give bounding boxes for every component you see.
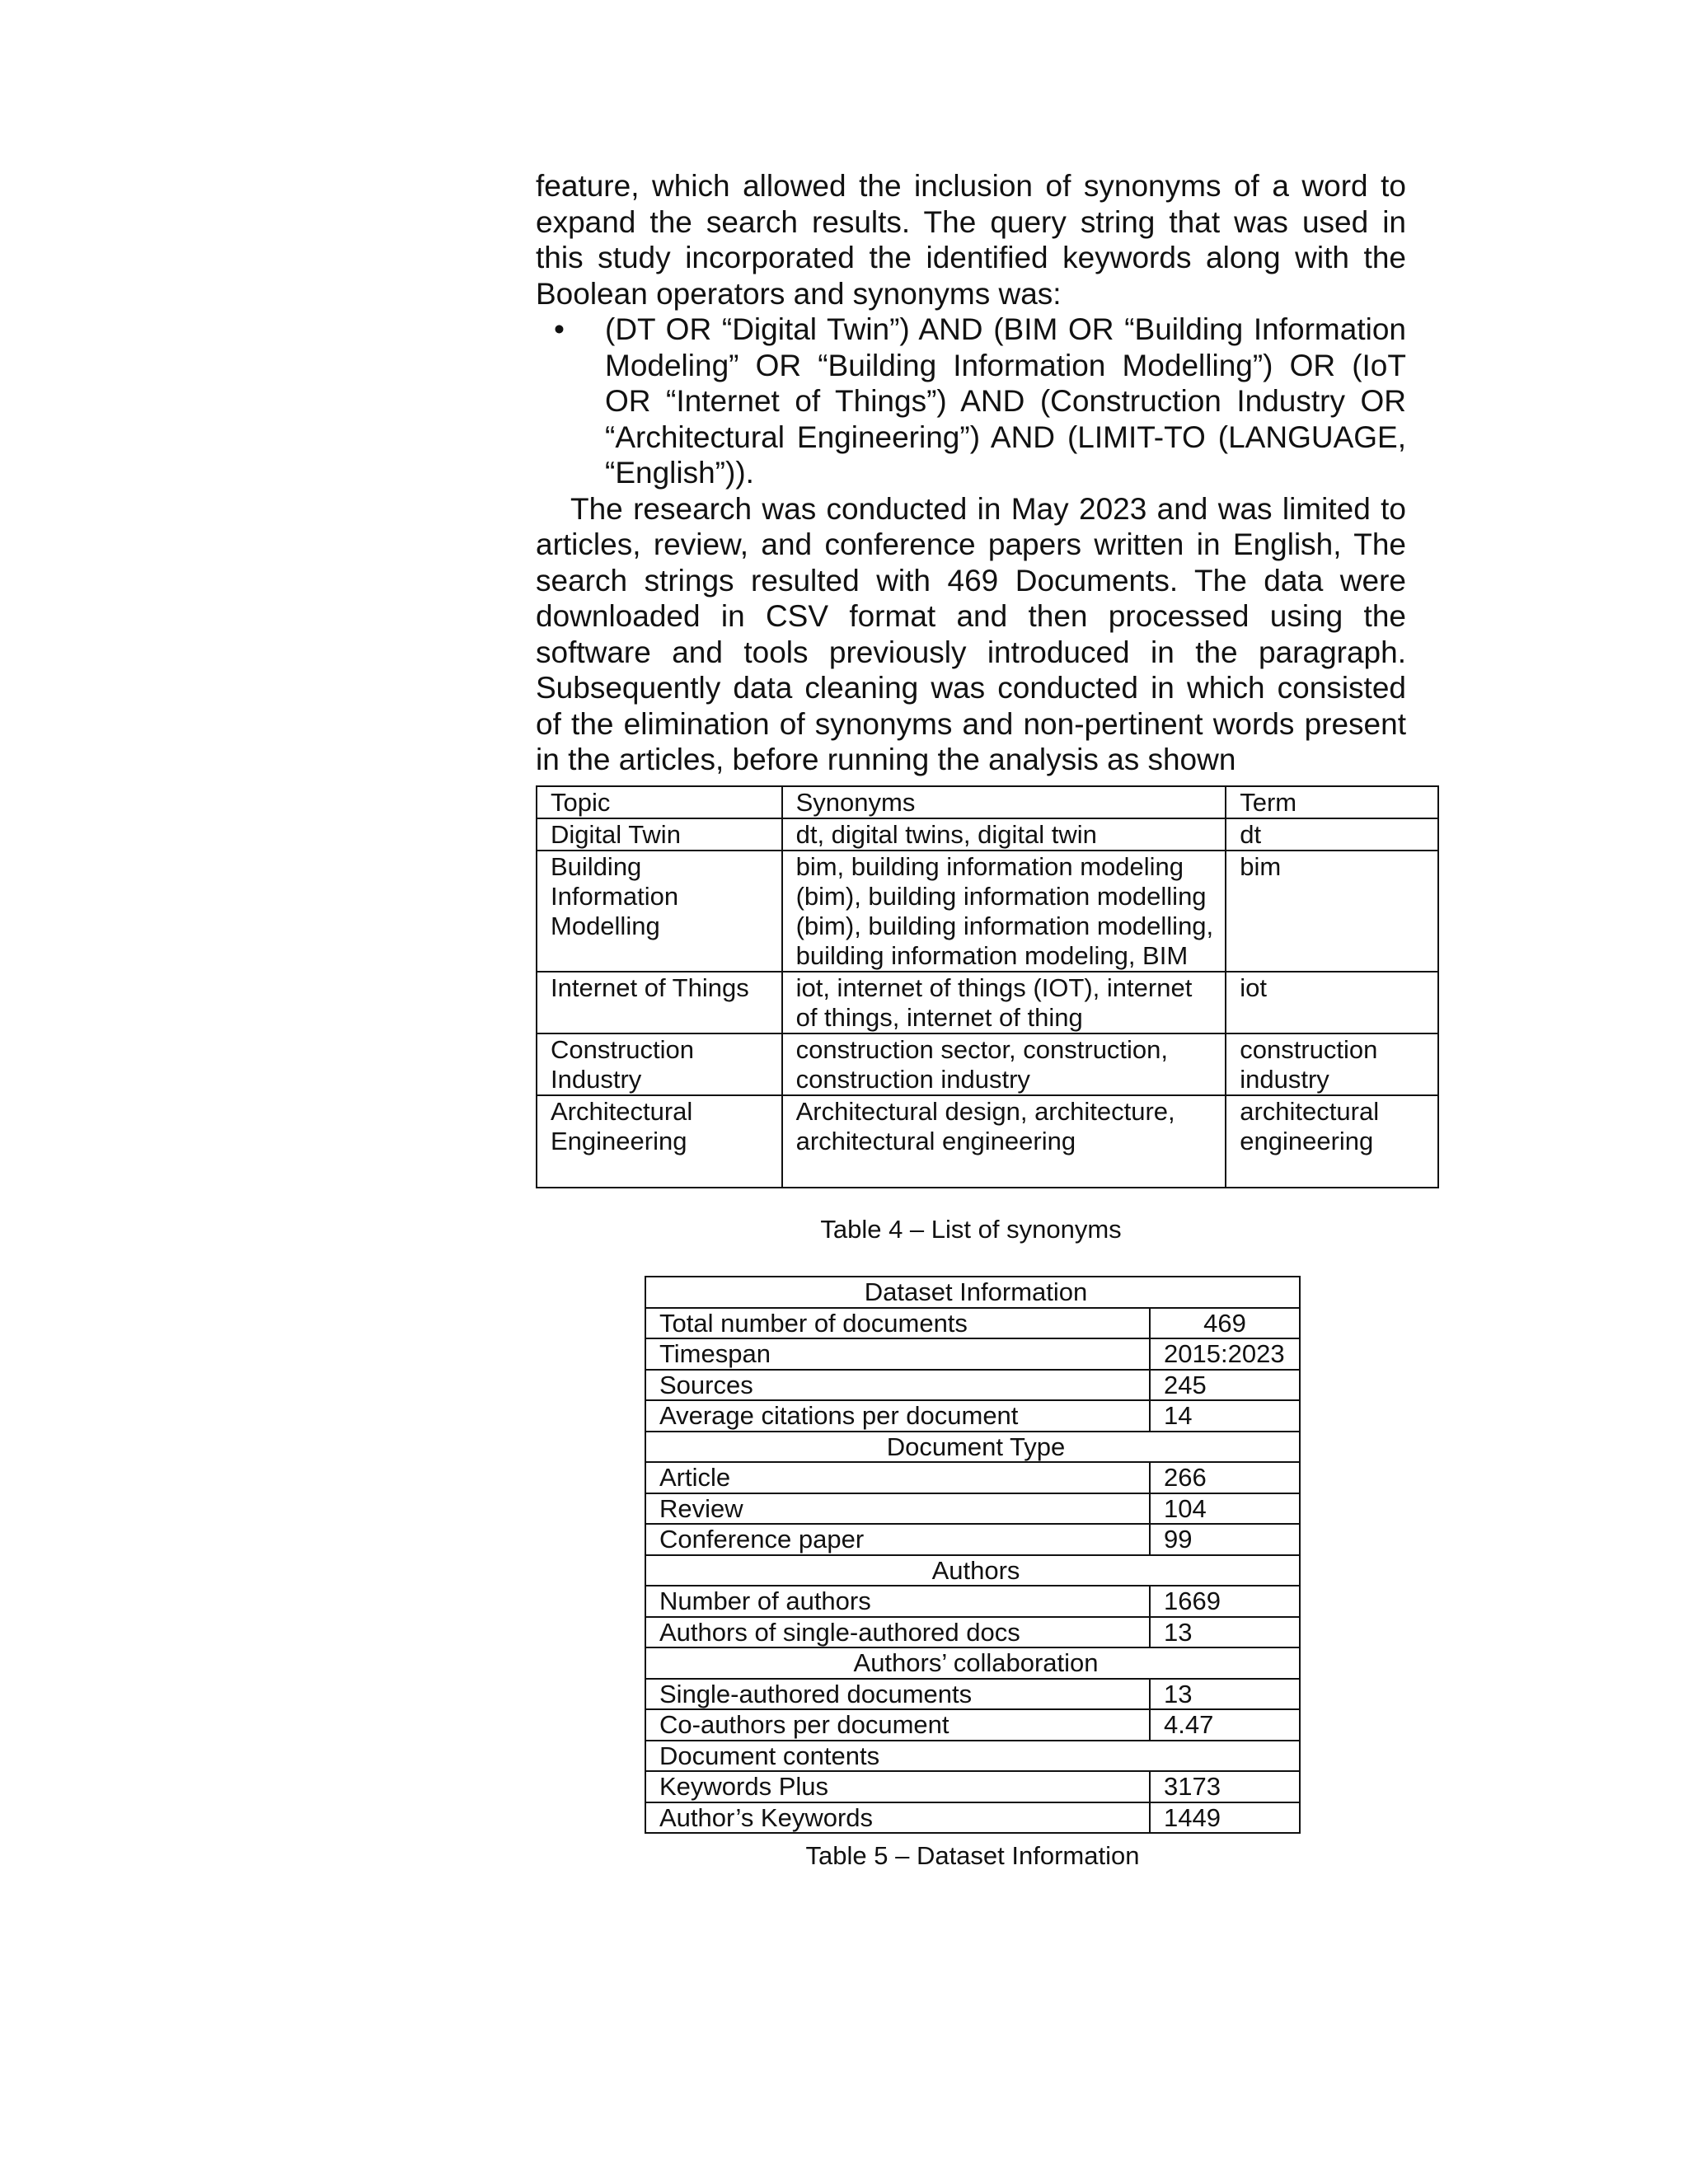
row-value: 245 [1150, 1370, 1300, 1401]
section-authors-collaboration: Authors’ collaboration [645, 1647, 1300, 1679]
cell-topic: Building Information Modelling [537, 851, 782, 972]
cell-topic: Internet of Things [537, 972, 782, 1033]
dataset-information-table [645, 1276, 1301, 1834]
row-label: Timespan [645, 1338, 1150, 1370]
bullet-icon: • [554, 312, 565, 346]
cell-synonyms: dt, digital twins, digital twin [782, 818, 1226, 851]
row-value: 266 [1150, 1462, 1300, 1493]
table5-caption: Table 5 – Dataset Information [805, 1841, 1140, 1870]
table-row [537, 1095, 1438, 1188]
row-label: Authors of single-authored docs [645, 1617, 1150, 1648]
section-dataset-information: Dataset Information [645, 1277, 1300, 1308]
table-row [645, 1308, 1300, 1339]
cell-topic: Architectural Engineering [537, 1095, 782, 1188]
cell-term: dt [1226, 818, 1438, 851]
row-label: Conference paper [645, 1524, 1150, 1555]
table-section-row [645, 1555, 1300, 1586]
row-value: 1449 [1150, 1802, 1300, 1834]
table-row [645, 1338, 1300, 1370]
cell-topic: Construction Industry [537, 1033, 782, 1095]
row-label: Author’s Keywords [645, 1802, 1150, 1834]
row-value: 469 [1150, 1308, 1300, 1339]
table-row [645, 1400, 1300, 1432]
table-row [537, 972, 1438, 1033]
cell-synonyms: bim, building information modeling (bim), building information modelling (bim), building information modelling, building information modeling, BIM [782, 851, 1226, 972]
cell-term: bim [1226, 851, 1438, 972]
synonyms-table [536, 785, 1439, 1188]
row-value: 99 [1150, 1524, 1300, 1555]
row-value: 1669 [1150, 1586, 1300, 1617]
section-document-type: Document Type [645, 1432, 1300, 1463]
row-label: Article [645, 1462, 1150, 1493]
table4-caption: Table 4 – List of synonyms [820, 1215, 1122, 1244]
cell-topic: Digital Twin [537, 818, 782, 851]
table-row [537, 1033, 1438, 1095]
table-row [645, 1370, 1300, 1401]
row-value: 3173 [1150, 1771, 1300, 1802]
row-label: Single-authored documents [645, 1679, 1150, 1710]
table-row [537, 851, 1438, 972]
cell-synonyms: construction sector, construction, construction industry [782, 1033, 1226, 1095]
paragraph-research-method: The research was conducted in May 2023 and was limited to articles, review, and conference papers written in English, The search strings resulted with 469 Documents. The data were downloaded in CSV format and then processed using the software and tools previously introduced in the paragraph. Subsequently data cleaning was conducted in which consisted of the elimination of synonyms and non-pertinent words present in the articles, before running the analysis as shown [536, 491, 1406, 776]
section-authors: Authors [645, 1555, 1300, 1586]
row-value: 13 [1150, 1617, 1300, 1648]
row-label: Total number of documents [645, 1308, 1150, 1339]
row-value: 104 [1150, 1493, 1300, 1525]
header-topic: Topic [537, 786, 782, 818]
table-row [645, 1617, 1300, 1648]
query-string-bullet [536, 312, 1406, 491]
table-row [645, 1586, 1300, 1617]
table-row [645, 1679, 1300, 1710]
row-label: Review [645, 1493, 1150, 1525]
table-row [645, 1802, 1300, 1834]
table-section-row [645, 1741, 1300, 1772]
body-text-column [536, 168, 1406, 778]
table-section-row [645, 1647, 1300, 1679]
cell-term: architectural engineering [1226, 1095, 1438, 1188]
row-label: Number of authors [645, 1586, 1150, 1617]
header-term: Term [1226, 786, 1438, 818]
row-value: 13 [1150, 1679, 1300, 1710]
row-label: Sources [645, 1370, 1150, 1401]
paragraph-query-intro: feature, which allowed the inclusion of synonyms of a word to expand the search results. The query string that was used in this study incorporated the identified keywords along with the Boolean operators and synonyms was: [536, 169, 1406, 311]
row-value: 14 [1150, 1400, 1300, 1432]
table-row [645, 1462, 1300, 1493]
row-label: Co-authors per document [645, 1709, 1150, 1741]
table-section-row [645, 1432, 1300, 1463]
table-section-row [645, 1277, 1300, 1308]
table-row [537, 818, 1438, 851]
table-row [645, 1524, 1300, 1555]
cell-synonyms: Architectural design, architecture, architectural engineering [782, 1095, 1226, 1188]
cell-term: construction industry [1226, 1033, 1438, 1095]
row-label: Average citations per document [645, 1400, 1150, 1432]
query-string-text: (DT OR “Digital Twin”) AND (BIM OR “Building Information Modeling” OR “Building Information Modelling”) OR (IoT OR “Internet of Things”) AND (Construction Industry OR “Architectural Engineering”) AND (LIMIT-TO (LANGUAGE, “English”)). [605, 312, 1406, 490]
cell-term: iot [1226, 972, 1438, 1033]
row-value: 2015:2023 [1150, 1338, 1300, 1370]
table-header-row [537, 786, 1438, 818]
header-synonyms: Synonyms [782, 786, 1226, 818]
row-label: Keywords Plus [645, 1771, 1150, 1802]
cell-synonyms: iot, internet of things (IOT), internet of things, internet of thing [782, 972, 1226, 1033]
row-value: 4.47 [1150, 1709, 1300, 1741]
table-row [645, 1709, 1300, 1741]
section-document-contents: Document contents [645, 1741, 1300, 1772]
table-row [645, 1493, 1300, 1525]
table-row [645, 1771, 1300, 1802]
